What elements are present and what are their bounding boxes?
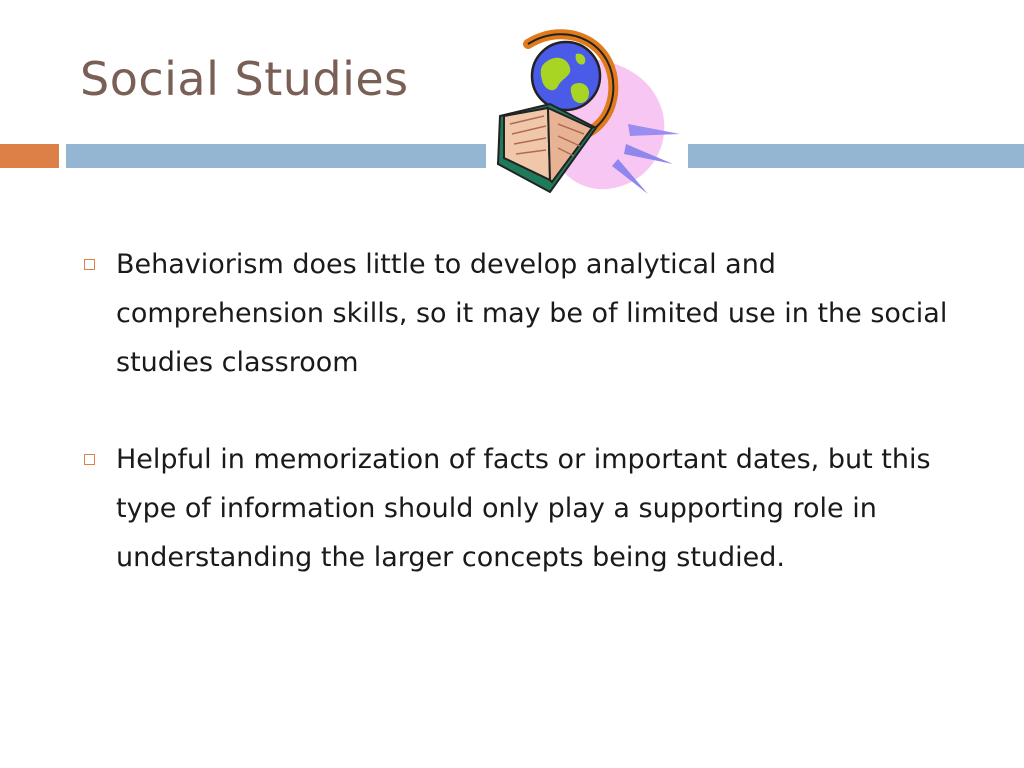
globe-and-open-book-icon	[488, 24, 684, 204]
slide-title: Social Studies	[80, 52, 409, 106]
title-rule-left	[66, 144, 486, 168]
bullet-item	[82, 435, 992, 582]
bullet-item	[82, 240, 992, 387]
square-bullet-icon	[84, 454, 95, 465]
bullet-text: Helpful in memorization of facts or important dates, but this type of information should only play a supporting role in understanding the larger concepts being studied.	[116, 444, 931, 573]
bullet-text: Behaviorism does little to develop analytical and comprehension skills, so it may be of limited use in the social studies classroom	[116, 249, 948, 378]
title-rule-right	[688, 144, 1024, 168]
bullet-list	[82, 240, 992, 630]
square-bullet-icon	[84, 259, 95, 270]
title-accent-bar	[0, 144, 59, 168]
